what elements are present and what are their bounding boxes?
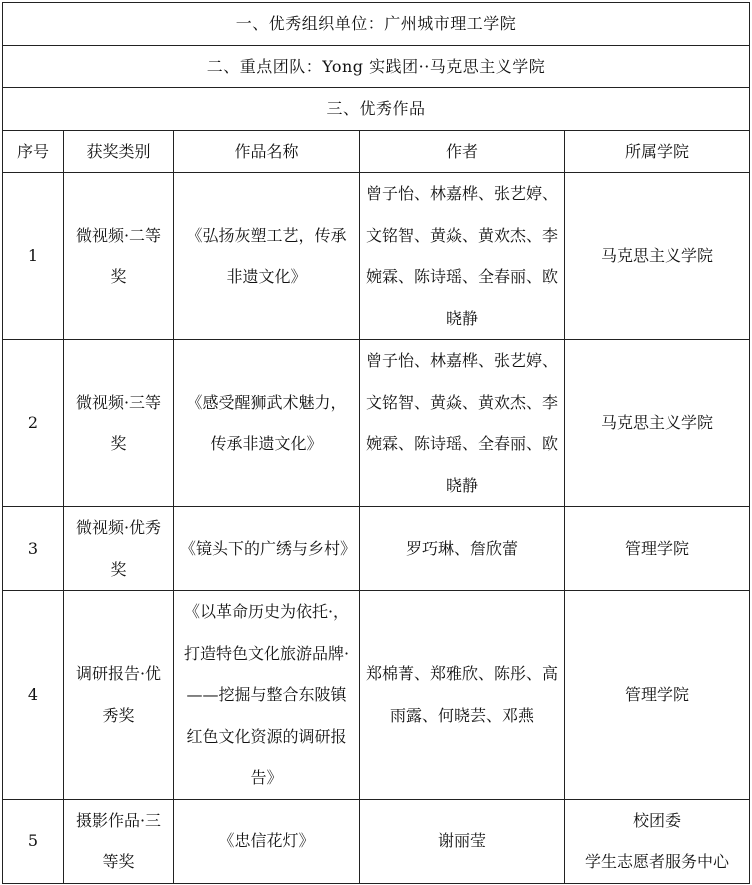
- col-header-category: 获奖类别: [64, 130, 174, 173]
- section-org-row: [3, 3, 750, 46]
- cell-authors: 曾子怡、林嘉桦、张艺婷、文铭智、黄焱、黄欢杰、李婉霖、陈诗瑶、全春丽、欧晓静: [360, 173, 565, 340]
- section-works-title: 三、优秀作品: [3, 88, 750, 131]
- cell-seq: 5: [3, 799, 64, 883]
- cell-college-multi: [565, 799, 750, 883]
- section-works-row: [3, 88, 750, 131]
- col-header-authors: 作者: [360, 130, 565, 173]
- col-header-title: 作品名称: [174, 130, 360, 173]
- cell-college: 管理学院: [565, 507, 750, 591]
- college-line-2: 学生志愿者服务中心: [584, 852, 729, 871]
- cell-title: 《镜头下的广绣与乡村》: [174, 507, 360, 591]
- cell-category: 摄影作品·三等奖: [64, 799, 174, 883]
- cell-category: 调研报告·优秀奖: [64, 591, 174, 800]
- cell-college: 马克思主义学院: [565, 340, 750, 507]
- section-org-unit: 一、优秀组织单位：广州城市理工学院: [3, 3, 750, 46]
- cell-seq: 1: [3, 173, 64, 340]
- section-team-row: [3, 45, 750, 88]
- table-row: [3, 173, 750, 340]
- cell-college: 管理学院: [565, 591, 750, 800]
- cell-title: 《感受醒狮武术魅力，传承非遗文化》: [174, 340, 360, 507]
- cell-seq: 4: [3, 591, 64, 800]
- awards-table: [2, 2, 750, 884]
- col-header-college: 所属学院: [565, 130, 750, 173]
- column-header-row: [3, 130, 750, 173]
- cell-category: 微视频·三等奖: [64, 340, 174, 507]
- table-row: [3, 507, 750, 591]
- cell-title: 《以革命历史为依托·，打造特色文化旅游品牌·——挖掘与整合东陂镇红色文化资源的调研报告》: [174, 591, 360, 800]
- table-row: [3, 591, 750, 800]
- table-row: [3, 799, 750, 883]
- cell-authors: 曾子怡、林嘉桦、张艺婷、文铭智、黄焱、黄欢杰、李婉霖、陈诗瑶、全春丽、欧晓静: [360, 340, 565, 507]
- cell-title: 《忠信花灯》: [174, 799, 360, 883]
- cell-title: 《弘扬灰塑工艺，传承非遗文化》: [174, 173, 360, 340]
- cell-authors: 谢丽莹: [360, 799, 565, 883]
- cell-authors: 郑棉菁、郑雅欣、陈彤、高雨露、何晓芸、邓燕: [360, 591, 565, 800]
- college-line-1: 校团委: [632, 810, 681, 830]
- table-row: [3, 340, 750, 507]
- cell-seq: 2: [3, 340, 64, 507]
- cell-authors: 罗巧琳、詹欣蕾: [360, 507, 565, 591]
- cell-seq: 3: [3, 507, 64, 591]
- col-header-seq: 序号: [3, 130, 64, 173]
- cell-category: 微视频·二等奖: [64, 173, 174, 340]
- section-key-team: 二、重点团队：Yong 实践团··马克思主义学院: [3, 45, 750, 88]
- cell-college: 马克思主义学院: [565, 173, 750, 340]
- cell-category: 微视频·优秀奖: [64, 507, 174, 591]
